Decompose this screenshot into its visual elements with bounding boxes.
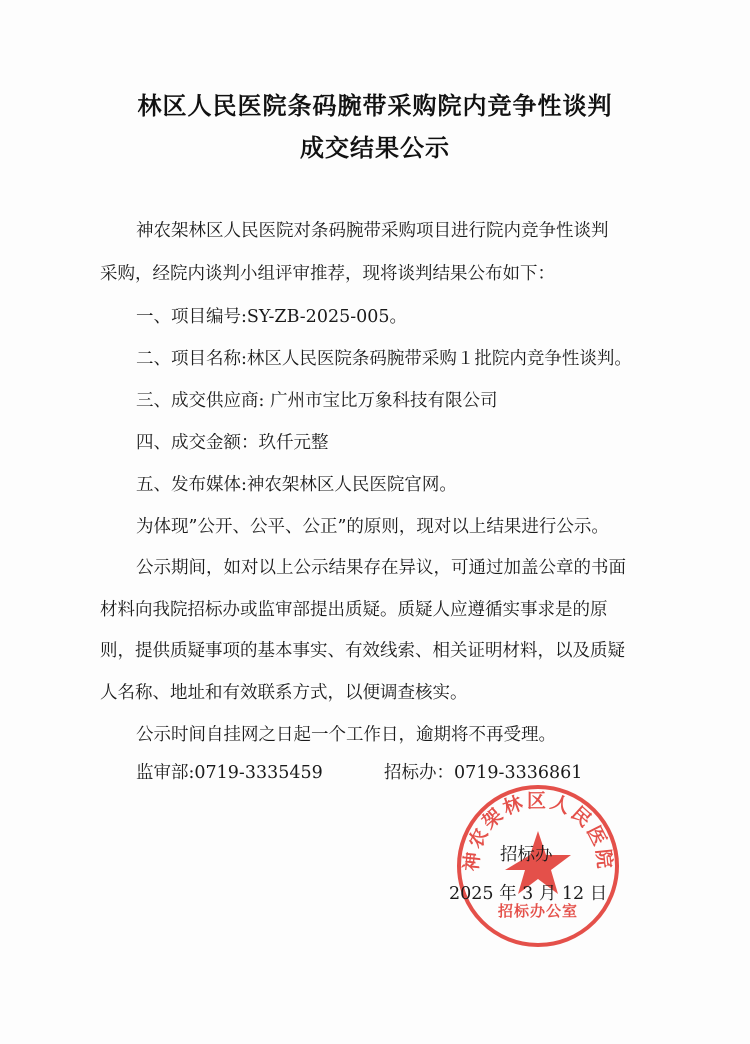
period-paragraph: 公示时间自挂网之日起一个工作日，逾期将不再受理。	[136, 725, 556, 745]
objection-line-4: 人名称、地址和有效联系方式，以便调查核实。	[100, 683, 468, 703]
signature-date: 2025 年 3 月 12 日	[449, 884, 608, 904]
item-amount: 四、成交金额：玖仟元整	[136, 433, 329, 453]
item-project-name: 二、项目名称:林区人民医院条码腕带采购１批院内竞争性谈判。	[136, 349, 632, 369]
item-project-number: 一、项目编号:SY-ZB-2025-005。	[136, 307, 408, 327]
supervision-contact: 监审部:0719-3335459	[136, 763, 323, 783]
intro-paragraph-line-1: 神农架林区人民医院对条码腕带采购项目进行院内竞争性谈判	[136, 221, 609, 241]
document-title-line-1: 林区人民医院条码腕带采购院内竞争性谈判	[137, 92, 613, 120]
seal-ring-text: 神农架林区人民医院	[460, 789, 616, 873]
principle-paragraph: 为体现”公开、公平、公正”的原则，现对以上结果进行公示。	[136, 517, 609, 537]
objection-line-2: 材料向我院招标办或监审部提出质疑。质疑人应遵循实事求是的原	[100, 600, 608, 620]
bidding-contact: 招标办：0719-3336861	[384, 763, 583, 783]
contacts-row	[136, 758, 583, 788]
item-media: 五、发布媒体:神农架林区人民医院官网。	[136, 475, 457, 495]
intro-paragraph-line-2: 采购，经院内谈判小组评审推荐，现将谈判结果公布如下：	[100, 264, 555, 284]
signature-department: 招标办	[500, 845, 553, 865]
document-title-line-2: 成交结果公示	[300, 134, 450, 162]
objection-line-3: 则，提供质疑事项的基本事实、有效线索、相关证明材料，以及质疑	[100, 641, 625, 661]
seal-bottom-text: 招标办公室	[497, 902, 579, 920]
official-seal	[455, 783, 621, 949]
objection-line-1: 公示期间，如对以上公示结果存在异议，可通过加盖公章的书面	[136, 558, 626, 578]
item-supplier: 三、成交供应商: 广州市宝比万象科技有限公司	[136, 391, 498, 411]
